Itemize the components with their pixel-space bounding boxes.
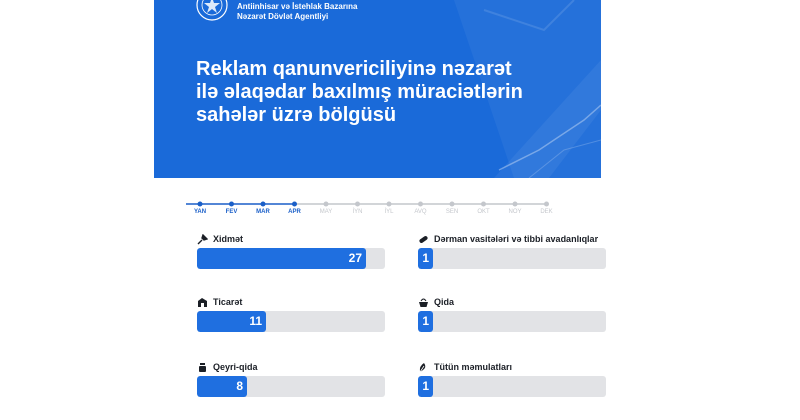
- timeline-dot: [544, 202, 549, 207]
- category-qeyri-qida: [197, 361, 258, 393]
- timeline-month-label: MAY: [319, 209, 333, 215]
- category-label: Dərman vasitələri və tibbi avadanlıqlar: [434, 234, 599, 244]
- category-label: Qeyri-qida: [213, 362, 258, 372]
- category-label: Qida: [434, 297, 455, 307]
- category-label: Xidmət: [213, 234, 244, 244]
- timeline-dot: [481, 202, 486, 207]
- bar-track: [197, 248, 385, 269]
- timeline-month-label: OKT: [477, 209, 490, 215]
- timeline-month-label: APR: [288, 209, 301, 215]
- non-food-icon: [197, 362, 208, 373]
- timeline-dot: [513, 202, 518, 207]
- bar-value-label: 8: [236, 379, 243, 393]
- bar-track: [418, 248, 606, 269]
- timeline-month-label: YAN: [193, 209, 207, 215]
- category-qida: [418, 296, 455, 328]
- agency-logo: [195, 0, 229, 22]
- bar-value-label: 1: [422, 251, 429, 265]
- tobacco-icon: [418, 362, 429, 373]
- timeline-dot: [261, 202, 266, 207]
- bar-track: [197, 376, 385, 397]
- trade-icon: [197, 297, 208, 308]
- category-label: Tütün məmulatları: [434, 362, 513, 372]
- bar-xidmet: [197, 248, 366, 269]
- timeline-month-label: MAR: [256, 209, 270, 215]
- timeline-dot: [418, 202, 423, 207]
- timeline-dot: [229, 202, 234, 207]
- category-ticaret: [197, 296, 262, 328]
- medicine-icon: [418, 234, 429, 245]
- agency-header: [195, 2, 358, 22]
- timeline-dot: [355, 202, 360, 207]
- timeline-month-label: DEK: [540, 209, 553, 215]
- service-icon: [197, 234, 208, 245]
- timeline-dot: [450, 202, 455, 207]
- agency-name-line1: Antiinhisar və İstehlak Bazarına: [237, 2, 358, 11]
- timeline-dot: [324, 202, 329, 207]
- bar-value-label: 1: [422, 314, 429, 328]
- month-timeline: [186, 200, 556, 222]
- bar-value-label: 1: [422, 379, 429, 393]
- timeline-dot: [198, 202, 203, 207]
- timeline-month-label: AVQ: [414, 209, 427, 215]
- bar-track: [418, 376, 606, 397]
- timeline-month-label: SEN: [445, 209, 459, 215]
- bar-track: [197, 311, 385, 332]
- timeline-dot: [387, 202, 392, 207]
- timeline-month-label: NOY: [508, 209, 522, 215]
- bar-track: [418, 311, 606, 332]
- page-title: Reklam qanunvericiliyinə nəzarət ilə əlaqədar baxılmış müraciətlərin sahələr üzrə bölgüsü: [196, 58, 523, 126]
- agency-name: [237, 2, 358, 22]
- bar-value-label: 27: [348, 251, 362, 265]
- category-derman: [418, 233, 599, 265]
- timeline-dot: [292, 202, 297, 207]
- category-label: Ticarət: [213, 297, 243, 307]
- category-xidmet: [197, 233, 362, 265]
- timeline-month-label: FEV: [225, 209, 238, 215]
- agency-name-line2: Nəzarət Dövlət Agentliyi: [237, 12, 329, 21]
- bar-value-label: 11: [249, 314, 262, 328]
- food-icon: [418, 297, 429, 308]
- timeline-month-label: İYL: [384, 209, 394, 215]
- category-tutun: [418, 361, 513, 393]
- timeline-month-label: İYN: [352, 209, 363, 215]
